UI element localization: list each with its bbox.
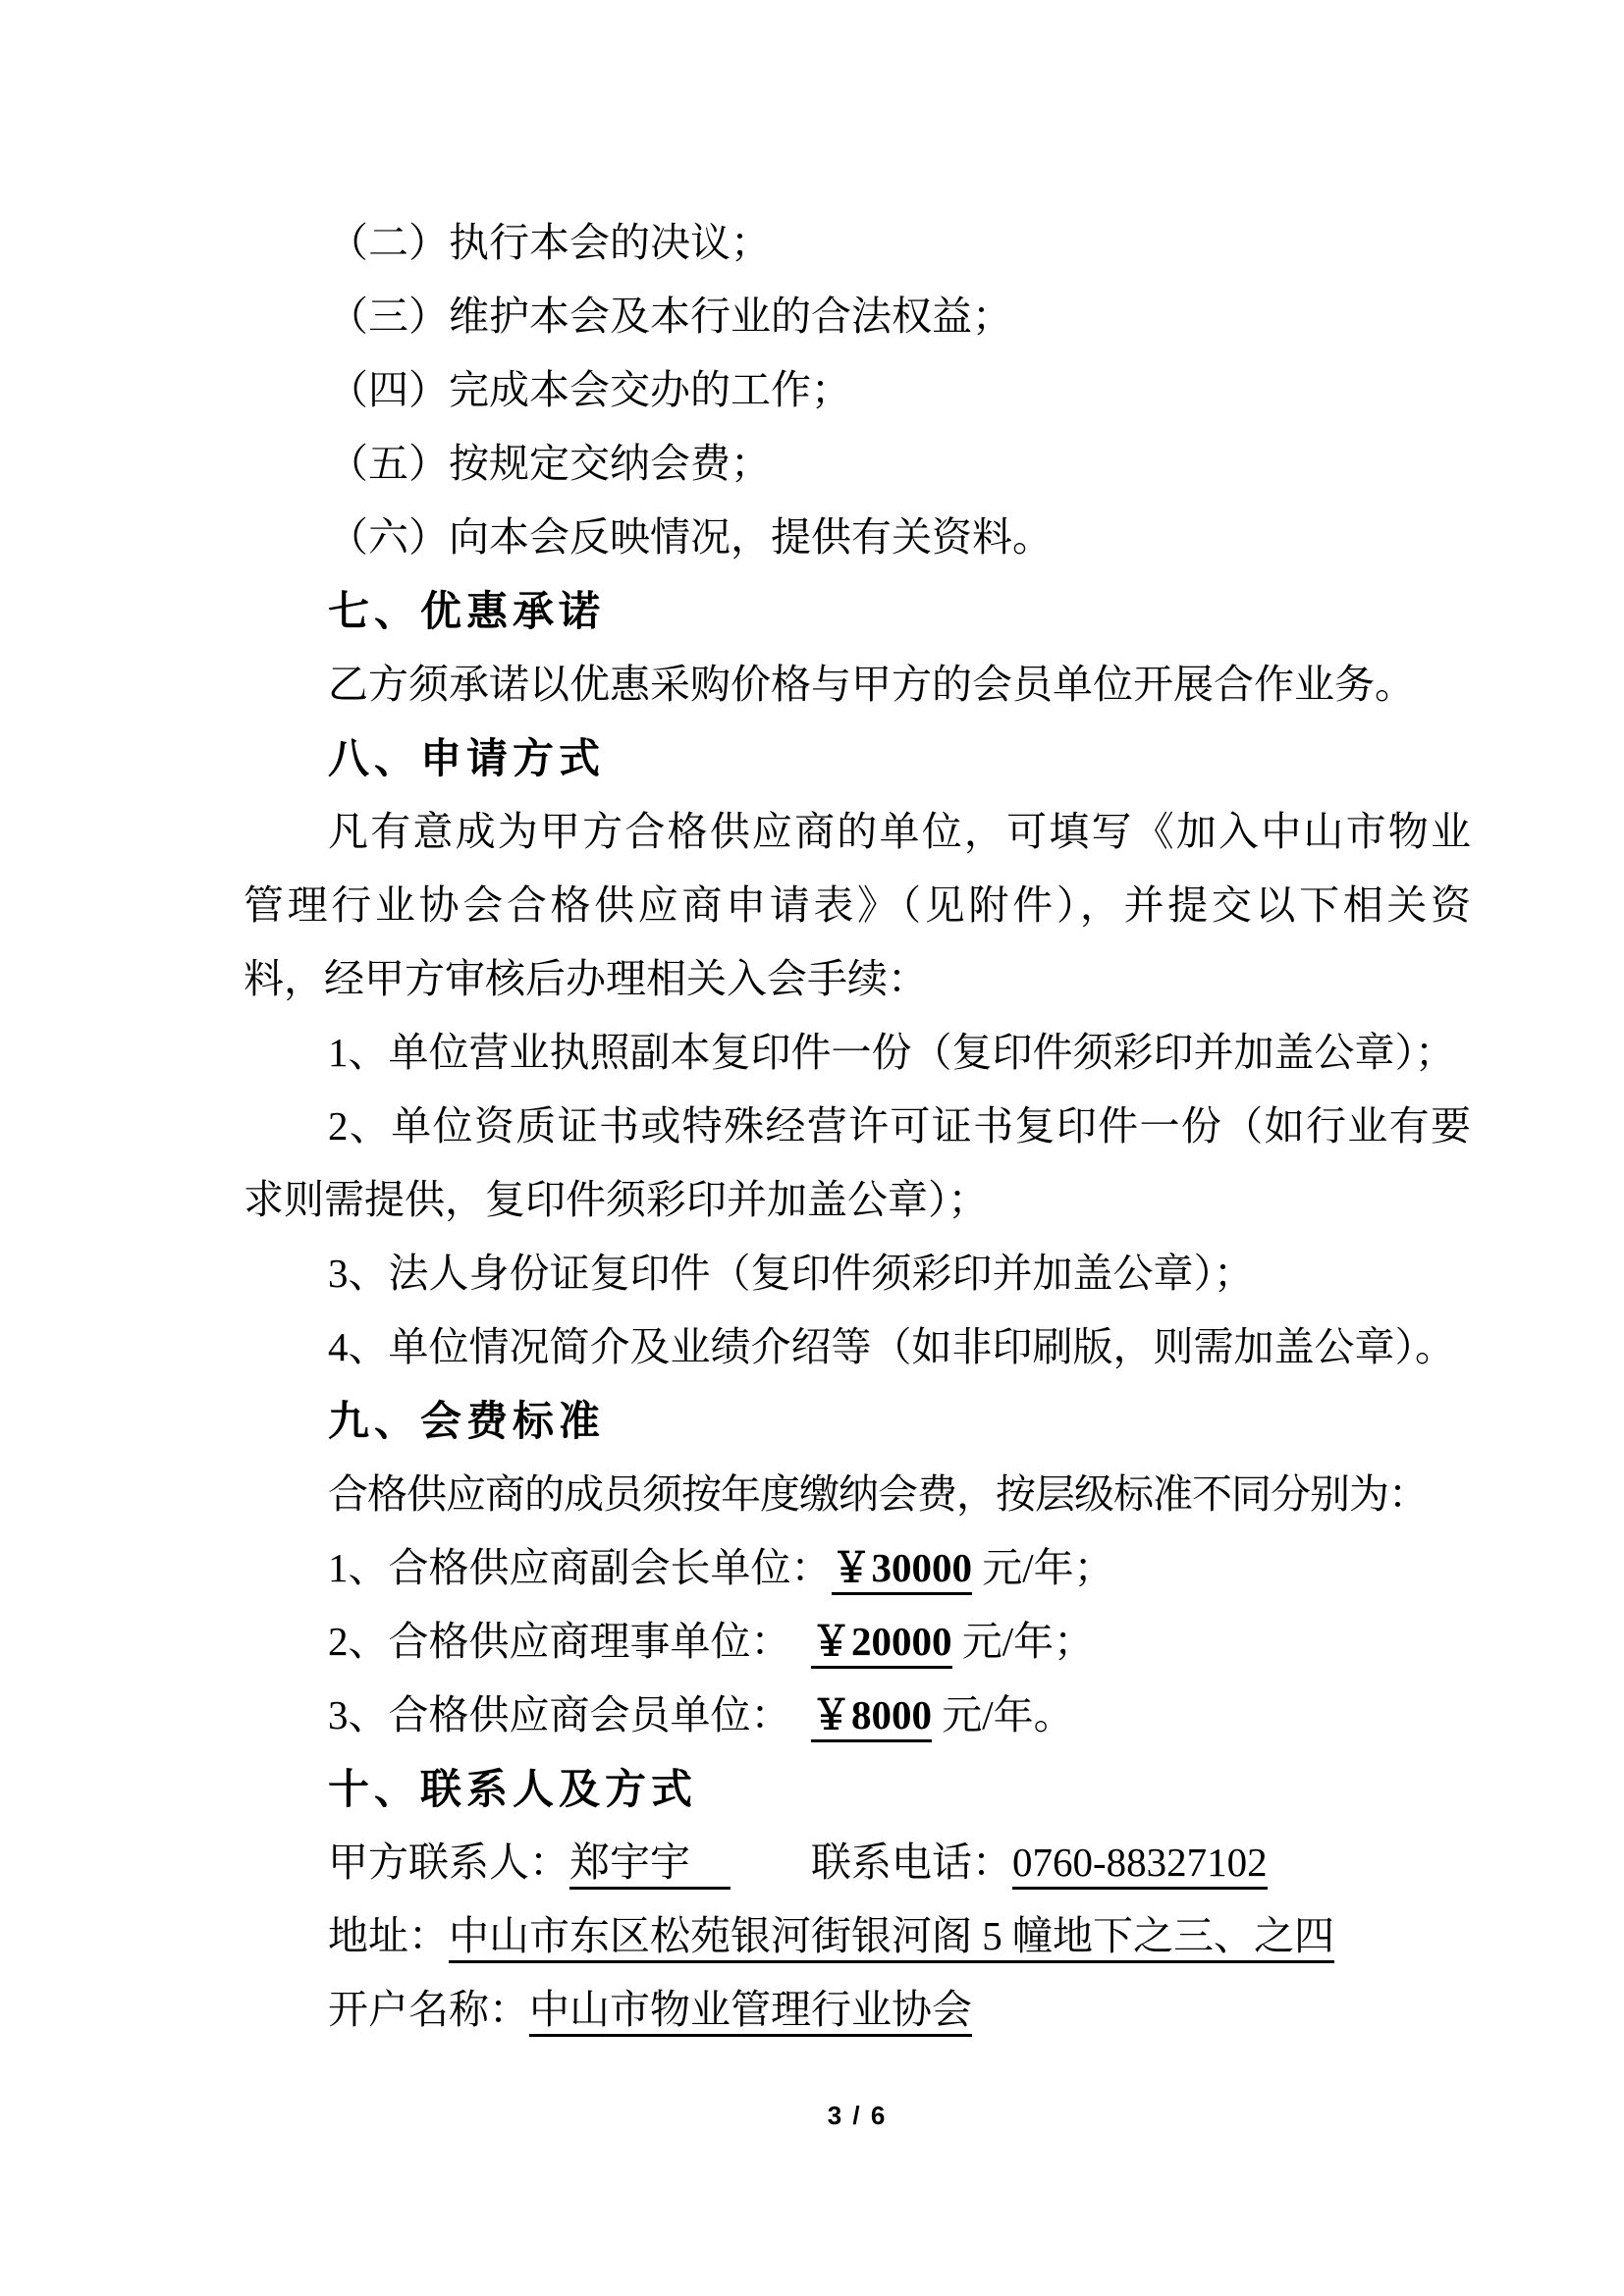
underlined-value: 中山市物业管理行业协会 <box>529 1987 972 2037</box>
text-segment: 九、会费标准 <box>328 1398 606 1444</box>
text-segment: 元/年； <box>972 1545 1114 1590</box>
underlined-value: ￥30000 <box>832 1545 973 1595</box>
text-segment: （三）维护本会及本行业的合法权益； <box>328 294 1012 339</box>
text-segment: 2、单位资质证书或特殊经营许可证书复印件一份（如行业有要 <box>328 1103 1471 1148</box>
section-heading-9 <box>244 1384 1471 1458</box>
text-segment: 2、合格供应商理事单位： <box>328 1619 811 1664</box>
application-material-4 <box>244 1310 1471 1384</box>
application-material-3 <box>244 1237 1471 1310</box>
fee-tier-2 <box>244 1605 1471 1679</box>
clause-obligation-2 <box>244 206 1471 280</box>
underlined-value: ￥8000 <box>811 1692 932 1742</box>
text-segment: 1、合格供应商副会长单位： <box>328 1545 832 1590</box>
text-segment: 合格供应商的成员须按年度缴纳会费，按层级标准不同分别为： <box>328 1471 1428 1517</box>
section-9-body <box>244 1458 1471 1531</box>
text-segment: 管理行业协会合格供应商申请表》（见附件），并提交以下相关资 <box>244 882 1471 928</box>
text-segment: 七、优惠承诺 <box>328 588 606 634</box>
section-heading-8 <box>244 721 1471 795</box>
underlined-value: 中山市东区松苑银河街银河阁 5 幢地下之三、之四 <box>449 1913 1334 1963</box>
text-segment: 4、单位情况简介及业绩介绍等（如非印刷版，则需加盖公章）。 <box>328 1324 1455 1369</box>
text-segment: 联系电话： <box>731 1840 1012 1885</box>
section-heading-7 <box>244 574 1471 648</box>
underlined-value: 0760-88327102 <box>1012 1840 1268 1890</box>
text-segment: 八、申请方式 <box>328 735 606 781</box>
text-segment: （二）执行本会的决议； <box>328 220 771 265</box>
text-segment: 甲方联系人： <box>328 1840 569 1885</box>
section-8-body-line-2 <box>244 869 1471 942</box>
text-segment: 乙方须承诺以优惠采购价格与甲方的会员单位开展合作业务。 <box>328 662 1415 707</box>
text-segment: 1、单位营业执照副本复印件一份（复印件须彩印并加盖公章）； <box>328 1030 1455 1075</box>
section-8-body-line-1 <box>244 795 1471 869</box>
account-name-line <box>244 1973 1471 2047</box>
clause-obligation-3 <box>244 280 1471 353</box>
underlined-value: ￥20000 <box>811 1619 952 1669</box>
application-material-1 <box>244 1016 1471 1090</box>
text-segment: 凡有意成为甲方合格供应商的单位，可填写《加入中山市物业 <box>328 809 1471 854</box>
text-segment: 元/年。 <box>932 1692 1074 1737</box>
text-segment: 开户名称： <box>328 1987 529 2032</box>
text-segment: 料，经甲方审核后办理相关入会手续： <box>244 956 928 1001</box>
address-line <box>244 1899 1471 1973</box>
section-heading-10 <box>244 1752 1471 1826</box>
document-content <box>244 206 1471 2135</box>
application-material-2-line-2 <box>244 1163 1471 1237</box>
clause-obligation-5 <box>244 427 1471 501</box>
fee-tier-3 <box>244 1679 1471 1752</box>
text-segment: 元/年； <box>951 1619 1095 1664</box>
clause-obligation-4 <box>244 353 1471 427</box>
underlined-value: 郑宇宇 <box>569 1840 731 1890</box>
text-segment: 地址： <box>328 1913 449 1958</box>
text-segment: （四）完成本会交办的工作； <box>328 367 851 412</box>
text-segment: 3、法人身份证复印件（复印件须彩印并加盖公章）； <box>328 1251 1254 1296</box>
text-segment: （六）向本会反映情况，提供有关资料。 <box>328 514 1053 560</box>
text-segment: （五）按规定交纳会费； <box>328 441 771 486</box>
document-lines <box>244 206 1471 2047</box>
text-segment: 十、联系人及方式 <box>328 1766 698 1812</box>
contact-line <box>244 1826 1471 1899</box>
page-number: 3 / 6 <box>827 2101 888 2130</box>
fee-tier-1 <box>244 1531 1471 1605</box>
application-material-2-line-1 <box>244 1090 1471 1163</box>
section-8-body-line-3 <box>244 942 1471 1016</box>
clause-obligation-6 <box>244 501 1471 574</box>
text-segment: 3、合格供应商会员单位： <box>328 1692 811 1737</box>
text-segment: 求则需提供，复印件须彩印并加盖公章）； <box>244 1177 989 1222</box>
section-7-body <box>244 648 1471 721</box>
